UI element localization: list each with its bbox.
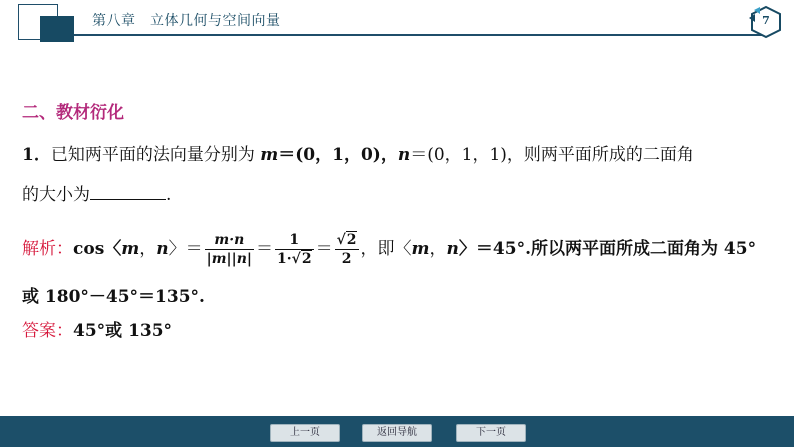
fraction-numerator: 1 — [275, 232, 314, 250]
header-rule — [74, 34, 764, 36]
question-number: 1． — [22, 145, 51, 165]
answer-value: 45°或 135° — [73, 321, 173, 341]
sqrt-radicand: 2 — [301, 251, 312, 267]
answer-blank — [90, 185, 166, 200]
answer-line — [22, 316, 172, 341]
solution-label: 解析： — [22, 239, 73, 259]
fraction-denominator: |m||n| — [206, 251, 253, 267]
sqrt-symbol: √ — [336, 232, 346, 248]
fraction-one-over — [275, 232, 314, 267]
one-dot: 1· — [277, 251, 292, 267]
solution-conclusion: 〉＝45°.所以两平面所成二面角为 45° — [458, 239, 757, 259]
vector-m-ref: m — [121, 239, 140, 259]
vector-m: m — [260, 145, 279, 165]
fraction-denominator: 2 — [341, 251, 352, 267]
back-to-nav-button[interactable]: 返回导航 — [362, 424, 432, 442]
vector-n: n — [397, 145, 411, 165]
fraction-denominator — [275, 250, 314, 267]
comma: ， — [139, 239, 157, 259]
question-period: . — [166, 185, 172, 205]
fraction-numerator: m·n — [205, 232, 254, 250]
answer-label: 答案： — [22, 321, 73, 341]
page-number: 7 — [762, 14, 770, 27]
vector-n-value: ＝(0，1，1)，则两平面所成的二面角 — [410, 145, 694, 165]
section-title: 二、教材衍化 — [22, 103, 124, 123]
question-line-2 — [22, 180, 171, 205]
cos-text: cos〈 — [73, 239, 122, 259]
header-decor-fill — [40, 16, 74, 42]
equals-sign: ＝ — [315, 239, 333, 259]
sqrt-symbol: √ — [291, 251, 301, 267]
chapter-title: 第八章 立体几何与空间向量 — [92, 13, 281, 29]
vector-m-value: ＝(0，1，0)， — [278, 145, 398, 165]
solution-line — [22, 232, 756, 267]
vector-m-ref: m — [411, 239, 430, 259]
solution-line-2: 或 180°－45°＝135°. — [22, 287, 205, 307]
comma: ， — [429, 239, 447, 259]
next-page-button[interactable]: 下一页 — [456, 424, 526, 442]
question-text-2: 的大小为 — [22, 185, 90, 205]
solution-continue: ，即〈 — [360, 239, 412, 259]
vector-n-ref: n — [446, 239, 459, 259]
prev-page-button[interactable]: 上一页 — [270, 424, 340, 442]
fraction-dot-product — [205, 232, 254, 267]
fraction-sqrt2-over-2 — [335, 232, 359, 267]
vector-n-ref: n — [156, 239, 169, 259]
angle-bracket-equals: 〉＝ — [168, 239, 203, 259]
equals-sign: ＝ — [256, 239, 274, 259]
sqrt-radicand: 2 — [346, 232, 357, 248]
question-line-1 — [22, 140, 694, 165]
question-text: 已知两平面的法向量分别为 — [50, 145, 261, 165]
